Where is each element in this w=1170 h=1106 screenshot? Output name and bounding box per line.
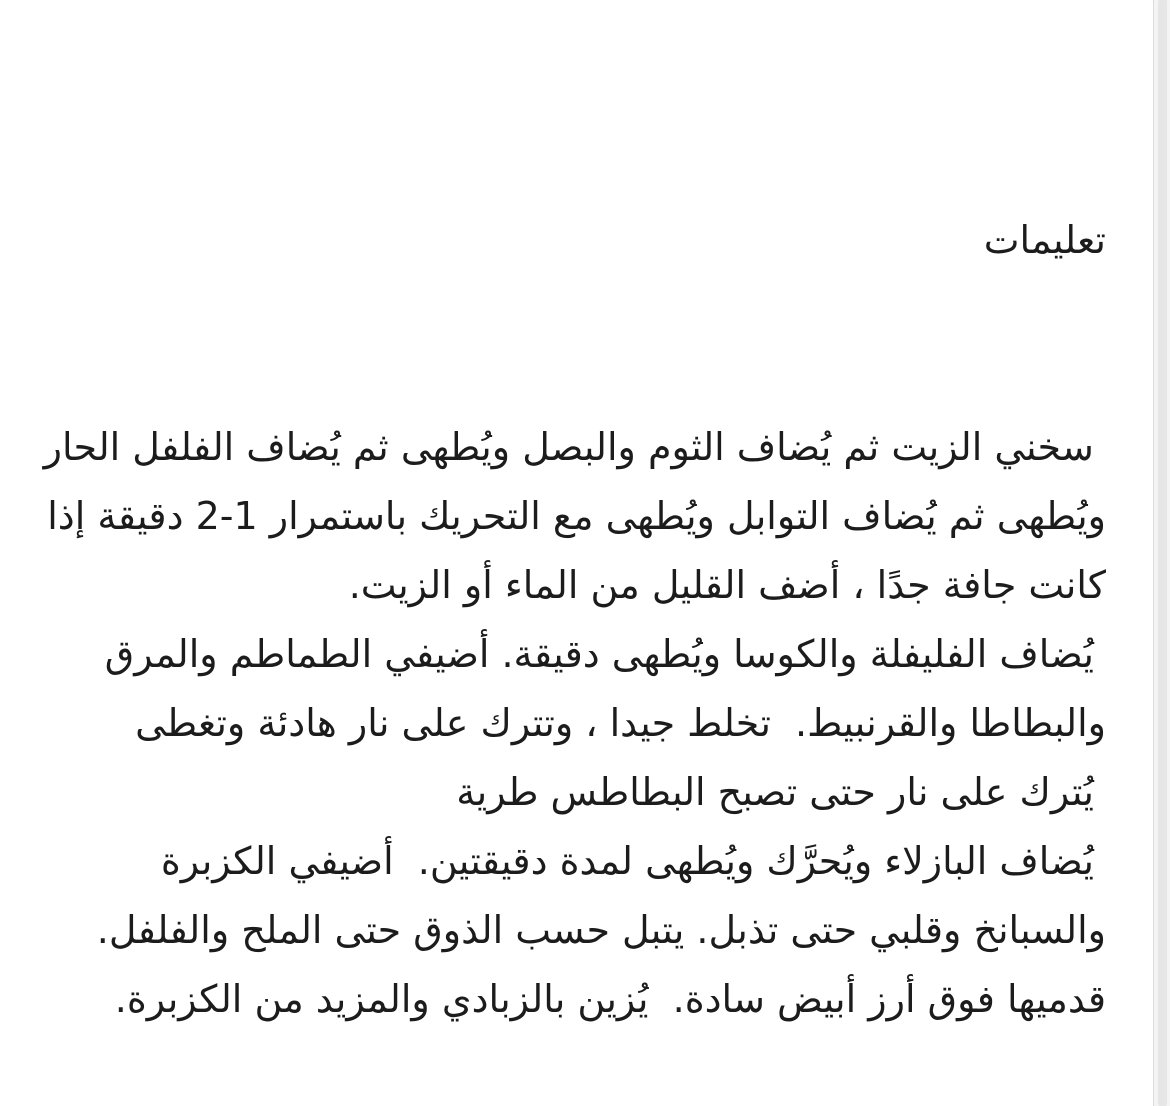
note-title: تعليمات	[983, 218, 1106, 262]
note-body: سخني الزيت ثم يُضاف الثوم والبصل ويُطهى ثم يُضاف الفلفل الحار ويُطهى ثم يُضاف التوابل ويُطهى مع التحريك باستمرار 1-2 دقيقة إذا كانت جافة جدًا ، أضف القليل من الماء أو الزيت. يُضاف الفليفلة والكوسا ويُطهى دقيقة. أضيفي الطماطم والمرق والبطاطا والقرنبيط. تخلط جيدا ، وتترك على نار هادئة وتغطى يُترك على نار حتى تصبح البطاطس طرية يُضاف البازلاء ويُحرَّك ويُطهى لمدة دقيقتين. أضيفي الكزبرة والسبانخ وقلبي حتى تذبل. يتبل حسب الذوق حتى الملح والفلفل. قدميها فوق أرز أبيض سادة. يُزين بالزبادي والمزيد من الكزبرة.	[43, 425, 1106, 1021]
scrollbar[interactable]	[1153, 0, 1170, 1106]
scrollbar-thumb[interactable]	[1158, 0, 1167, 1106]
note-content[interactable]	[40, 68, 1106, 1103]
